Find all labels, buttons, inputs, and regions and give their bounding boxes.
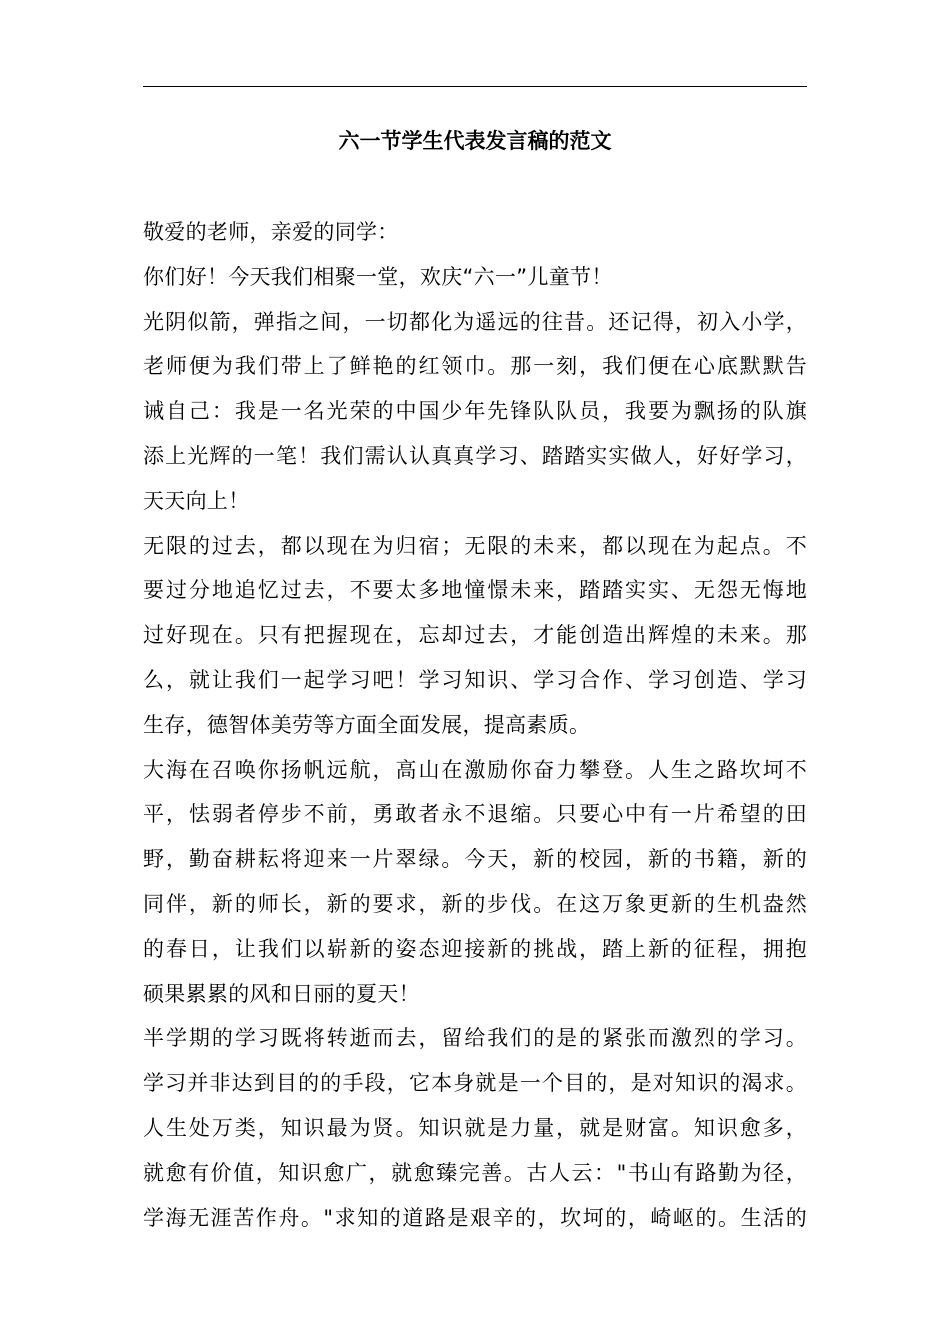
body-line: 学海无涯苦作舟。"求知的道路是艰辛的，坎坷的，崎岖的。生活的 [143,1205,807,1230]
body-line: 添上光辉的一笔！我们需认认真真学习、踏踏实实做人，好好学习， [143,443,807,468]
body-line: 你们好！今天我们相聚一堂，欢庆“六一”儿童节！ [143,264,613,289]
body-line: 大海在召唤你扬帆远航，高山在激励你奋力攀登。人生之路坎坷不 [143,757,807,782]
body-line: 同伴，新的师长，新的要求，新的步伐。在这万象更新的生机盎然 [143,891,807,916]
body-line: 平，怯弱者停步不前，勇敢者永不退缩。只要心中有一片希望的田 [143,802,807,827]
body-line: 么，就让我们一起学习吧！学习知识、学习合作、学习创造、学习 [143,667,807,692]
body-line: 硕果累累的风和日丽的夏天！ [143,981,420,1006]
body-line: 半学期的学习既将转逝而去，留给我们的是的紧张而激烈的学习。 [143,1026,807,1051]
body-line: 敬爱的老师，亲爱的同学： [143,220,399,244]
body-line: 过好现在。只有把握现在，忘却过去，才能创造出辉煌的未来。那 [143,623,807,648]
body-line: 生存，德智体美劳等方面全面发展，提高素质。 [143,712,591,737]
body-line: 天天向上！ [143,488,250,513]
document-body [143,210,807,1240]
body-line: 人生处万类，知识最为贤。知识就是力量，就是财富。知识愈多， [143,1115,807,1140]
body-line: 光阴似箭，弹指之间，一切都化为遥远的往昔。还记得，初入小学， [143,309,807,334]
header-rule [143,86,807,87]
body-line: 诫自己：我是一名光荣的中国少年先锋队队员，我要为飘扬的队旗 [143,399,807,424]
body-line: 要过分地追忆过去，不要太多地憧憬未来，踏踏实实、无怨无悔地 [143,578,807,603]
body-line: 无限的过去，都以现在为归宿；无限的未来，都以现在为起点。不 [143,533,807,558]
body-line: 的春日，让我们以崭新的姿态迎接新的挑战，踏上新的征程，拥抱 [143,936,807,961]
body-line: 老师便为我们带上了鲜艳的红领巾。那一刻，我们便在心底默默告 [143,354,807,379]
body-line: 就愈有价值，知识愈广，就愈臻完善。古人云："书山有路勤为径， [143,1160,807,1185]
body-line: 学习并非达到目的的手段，它本身就是一个目的，是对知识的渴求。 [143,1071,807,1096]
document-title: 六一节学生代表发言稿的范文 [338,129,612,153]
body-line: 野，勤奋耕耘将迎来一片翠绿。今天，新的校园，新的书籍，新的 [143,847,807,872]
